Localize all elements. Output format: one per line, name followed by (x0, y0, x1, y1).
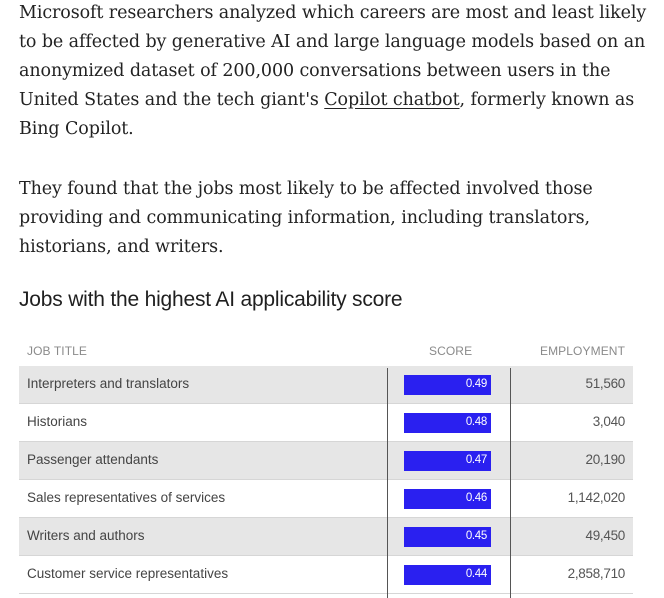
score-column-right-divider (510, 368, 511, 598)
table-row (19, 518, 633, 556)
score-value: 0.47 (465, 454, 487, 466)
paragraph-intro (19, 0, 649, 144)
score-bar (404, 451, 491, 471)
row-job-title: Historians (27, 414, 88, 429)
row-employment: 20,190 (585, 452, 625, 467)
score-bar (404, 527, 491, 547)
table-title: Jobs with the highest AI applicability score (19, 288, 403, 311)
score-bar (404, 375, 491, 395)
table-row (19, 442, 633, 480)
row-employment: 51,560 (585, 376, 625, 391)
jobs-table (19, 336, 633, 594)
table-header (19, 336, 633, 366)
score-value: 0.48 (465, 416, 487, 428)
row-job-title: Sales representatives of services (27, 490, 226, 505)
header-employment[interactable]: EMPLOYMENT (539, 344, 625, 358)
row-employment: 2,858,710 (567, 566, 625, 581)
row-job-title: Interpreters and translators (27, 376, 190, 391)
score-bar (404, 489, 491, 509)
paragraph-intro-tail: , formerly known as Bing Copilot. (19, 90, 635, 139)
copilot-chatbot-link[interactable]: Copilot chatbot (324, 90, 460, 110)
row-employment: 3,040 (592, 414, 625, 429)
paragraph-intro-text: Microsoft researchers analyzed which careers are most and least likely to be affected by generative AI and large language models based on an anonymized dataset of 200,000 conversations between users in the United States and the tech giant's (19, 3, 647, 110)
header-score[interactable]: SCORE (429, 344, 473, 358)
row-job-title: Writers and authors (27, 528, 145, 543)
score-value: 0.45 (465, 530, 487, 542)
paragraph-findings: They found that the jobs most likely to be affected involved those providing and communicating information, including translators, historians, and writers. (19, 179, 593, 257)
row-employment: 1,142,020 (567, 490, 625, 505)
score-value: 0.49 (465, 378, 487, 390)
score-value: 0.44 (465, 568, 487, 580)
row-job-title: Passenger attendants (27, 452, 159, 467)
score-bar (404, 565, 491, 585)
header-job-title[interactable]: JOB TITLE (27, 344, 88, 358)
table-row (19, 556, 633, 594)
article-body (19, 0, 649, 262)
row-employment: 49,450 (585, 528, 625, 543)
row-job-title: Customer service representatives (27, 566, 229, 581)
table-row (19, 404, 633, 442)
table-row (19, 366, 633, 404)
table-row (19, 480, 633, 518)
score-bar (404, 413, 491, 433)
score-value: 0.46 (465, 492, 487, 504)
score-column-left-divider (387, 368, 388, 598)
